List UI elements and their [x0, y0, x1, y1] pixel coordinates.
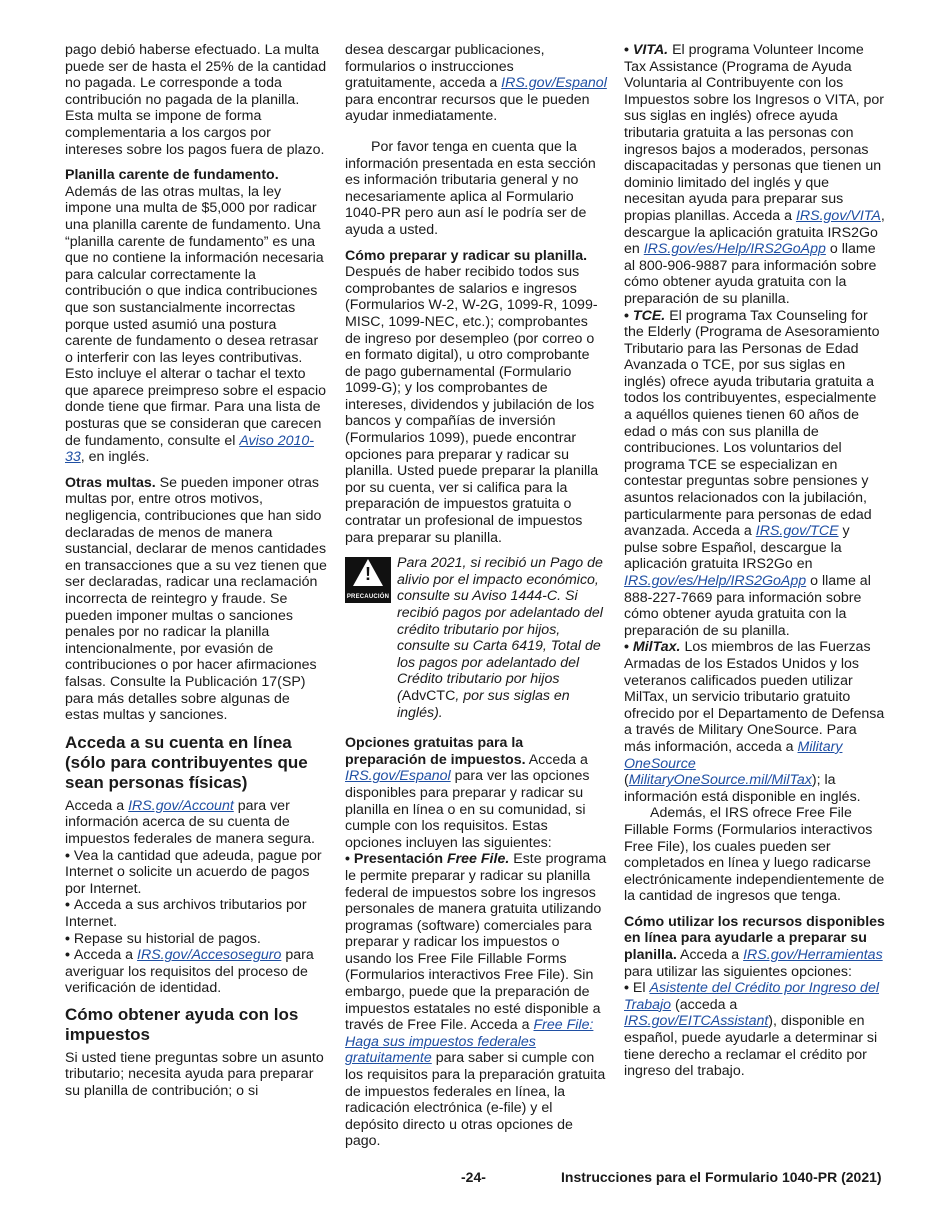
free-options-title: Opciones gratuitas para la preparación de impuestos.	[345, 735, 526, 768]
free-file-link[interactable]: Free File: Haga sus impuestos federales gratuitamente	[345, 1017, 594, 1067]
account-bullet-1: • Vea la cantidad que adeuda, pague por Internet o solicite un acuerdo de pagos por Internet.	[65, 848, 327, 898]
help-heading: Cómo obtener ayuda con los impuestos	[65, 1004, 299, 1044]
other-penalties-title: Otras multas.	[65, 474, 156, 491]
general-info-paragraph: Por favor tenga en cuenta que la información presentada en esta sección es información tributaria general y no necesariamente aplica al Formulario 1040-PR pero aun así le podría ser de ayuda a usted.	[345, 138, 596, 238]
tce-mid: y pulse sobre Español, descargue la aplicación gratuita IRS2Go en	[624, 523, 850, 573]
eitc-bullet	[624, 980, 886, 1080]
penalty-paragraph: pago debió haberse efectuado. La multa puede ser de hasta el 25% de la cantidad no pagada. Le corresponde a toda contribución no pagada de la planilla. Esta multa se impone de forma complementaria a los cargos por intereses sobre los pagos fuera de plazo.	[65, 42, 327, 158]
frivolous-title: Planilla carente de fundamento.	[65, 167, 279, 184]
vita-body: El programa Volunteer Income Tax Assistance (Programa de Ayuda Voluntaria al Contribuyente con los Impuestos sobre los Ingresos o VITA, por sus siglas en inglés) ofrece ayuda tributaria gratuita a las personas con ingresos bajos a moderados, personas discapacitadas y personas que tienen un dominio limitado del inglés y que necesitan ayuda para preparar sus propias planillas. Acceda a	[624, 42, 884, 224]
fillable-forms-paragraph: Además, el IRS ofrece Free File Fillable Forms (Formularios interactivos Free File), los cuales pueden ser completados en línea y luego radicarse electrónicamente independientemente de la cantidad de ingresos que tenga.	[624, 805, 885, 905]
irs-account-link[interactable]: IRS.gov/Account	[128, 797, 234, 814]
free-file-name: Free File.	[446, 851, 510, 868]
miltax-title: MilTax.	[632, 639, 681, 656]
online-tools-post: para utilizar las siguientes opciones:	[624, 963, 852, 980]
caution-text-1: Para 2021, si recibió un Pago de alivio por el impacto económico, consulte su Aviso 1444-C. Si recibió pagos por adelantado del crédito tributario por hijos, consulte su Carta 6419, Total de los pagos por adelantado del Crédito tributario por hijos (	[397, 555, 603, 704]
publications-post: para encontrar recursos que le pueden ayudar inmediatamente.	[345, 91, 590, 125]
military-onesource-link[interactable]: Military OneSource	[624, 738, 843, 772]
eitc-mid: (acceda a	[675, 996, 738, 1013]
eitc-pre: El	[632, 980, 646, 997]
irs-herramientas-link[interactable]: IRS.gov/Herramientas	[743, 947, 883, 964]
column-2	[345, 42, 607, 1150]
caution-text-2: , por sus siglas en inglés).	[397, 687, 570, 721]
prepare-file-section	[345, 248, 607, 547]
column-1	[65, 42, 327, 1109]
irs2go-link[interactable]: IRS.gov/es/Help/IRS2GoApp	[643, 241, 826, 258]
vita-post: o llame al 800-906-9887 para información sobre cómo obtener ayuda gratuita con la preparación de su planilla.	[624, 241, 877, 307]
other-penalties-section	[65, 475, 327, 724]
eitc-post: ), disponible en español, puede ayudarle a determinar si tiene derecho a reclamar el crédito por ingreso del trabajo.	[624, 1013, 878, 1080]
column-3	[624, 42, 886, 1080]
eitc-url-link[interactable]: IRS.gov/EITCAssistant	[624, 1013, 769, 1030]
publications-paragraph	[345, 42, 607, 125]
free-options-section	[345, 735, 607, 851]
caution-label: PRECAUCIÓN	[346, 594, 390, 601]
other-penalties-body: Se pueden imponer otras multas por, entre otros motivos, negligencia, contribuciones que han sido declaradas de menos de manera sustancial, declarar de menos cantidades en transacciones que a su vez tienen que ser declaradas, radicar una reclamación incorrecta de reintegro y fraude. Se pueden imponer multas o sanciones penales por no radicar la planilla intencionalmente, por evasión de contribuciones o por hacer afirmaciones falsas. Consulte la Publicación 17(SP) para más detalles sobre algunas de estas multas y sanciones.	[65, 474, 327, 724]
free-options-pre: Acceda a	[528, 751, 588, 768]
free-options-post: para ver las opciones disponibles para preparar y radicar su planilla en línea o en su comunidad, si cumple con los requisitos. Estas opciones incluyen las siguientes:	[345, 768, 590, 851]
online-tools-title: Cómo utilizar los recursos disponibles en línea para ayudarle a preparar su planilla.	[624, 913, 885, 964]
tce-title: TCE.	[632, 307, 666, 324]
irs-tce-link[interactable]: IRS.gov/TCE	[755, 523, 839, 540]
account-bullet-2: • Acceda a sus archivos tributarios por Internet.	[65, 897, 327, 930]
vita-title: VITA.	[632, 42, 669, 58]
vita-bullet	[624, 42, 886, 308]
account-paragraph	[65, 798, 327, 848]
online-tools-pre: Acceda a	[680, 947, 740, 964]
account-post: para ver información acerca de su cuenta de impuestos federales de manera segura.	[65, 797, 315, 847]
vita-mid: , descargue la aplicación gratuita IRS2Go en	[624, 207, 885, 258]
miltax-body: Los miembros de las Fuerzas Armadas de los Estados Unidos y los veteranos calificados pueden utilizar MilTax, un servicio tributario gratuito ofrecido por el Departamento de Defensa a través de Military OneSource. Para más información, acceda a	[624, 639, 885, 755]
online-tools-section	[624, 914, 886, 980]
irs-accesoseguro-link[interactable]: IRS.gov/Accesoseguro	[137, 947, 282, 964]
account-heading: Acceda a su cuenta en línea (sólo para contribuyentes que sean personas físicas)	[65, 732, 308, 792]
prepare-file-title: Cómo preparar y radicar su planilla.	[345, 247, 588, 264]
bullet-4-pre: Acceda a	[73, 947, 134, 964]
footer-title: Instrucciones para el Formulario 1040-PR (2021)	[561, 1169, 882, 1185]
irs-espanol-link[interactable]: IRS.gov/Espanol	[501, 75, 607, 92]
free-file-label: Presentación	[353, 851, 444, 868]
aviso-2010-33-link[interactable]: Aviso 2010-33	[65, 432, 314, 466]
tce-bullet	[624, 308, 886, 640]
irs-vita-link[interactable]: IRS.gov/VITA	[795, 207, 881, 224]
free-file-bullet	[345, 851, 607, 1150]
irs-espanol-link-2[interactable]: IRS.gov/Espanol	[345, 768, 451, 785]
account-bullet-3: • Repase su historial de pagos.	[65, 931, 327, 948]
caution-icon: ! PRECAUCIÓN	[345, 557, 391, 603]
eitc-assistant-link[interactable]: Asistente del Crédito por Ingreso del Trabajo	[624, 980, 879, 1013]
caution-advctc: AdvCTC	[401, 687, 456, 704]
help-paragraph: Si usted tiene preguntas sobre un asunto tributario; necesita ayuda para preparar su planilla de contribución; o si	[65, 1049, 324, 1100]
caution-note	[345, 555, 607, 721]
free-file-body: Este programa le permite preparar y radicar su planilla federal de impuestos sobre los ingresos personales de manera gratuita utilizando programas (software) comerciales para preparar y radicar los impuestos o usando los Free File Fillable Forms (Formularios interactivos Free File). Sin embargo, puede que la preparación de impuestos estatales no esté disponible a través de Free File. Acceda a	[345, 851, 607, 1034]
bullet-4-post: para averiguar los requisitos del proceso de verificación de identidad.	[65, 947, 314, 997]
miltax-url-link[interactable]: MilitaryOneSource.mil/MilTax	[628, 772, 812, 789]
prepare-file-body: Después de haber recibido todos sus comprobantes de salarios e ingresos (Formularios W-2, W-2G, 1099-R, 1099-MISC, 1099-NEC, etc.); comprobantes de ingreso por desempleo (por correo o en formato digital), u otro comprobante de pago gubernamental (Formulario 1099-G); y los comprobantes de intereses, dividendos y jubilación de los bancos y compañías de inversión (Formularios 1099), puede encontrar opciones para preparar y radicar su planilla. Usted puede preparar la planilla por su cuenta, ver si califica para la preparación de impuestos gratuita o contratar un profesional de impuestos para preparar su planilla.	[345, 264, 599, 546]
account-bullet-4	[65, 947, 327, 997]
account-pre: Acceda a	[65, 797, 125, 814]
free-file-post: para saber si cumple con los requisitos para la preparación gratuita de impuestos federales en línea, la radicación electrónica (e-file) y el depósito directo u otras opciones de pago.	[345, 1050, 606, 1150]
irs2go-link-2[interactable]: IRS.gov/es/Help/IRS2GoApp	[624, 573, 807, 589]
frivolous-end: , en inglés.	[80, 449, 150, 466]
miltax-paren: (	[624, 772, 629, 789]
page-number: -24-	[461, 1169, 486, 1185]
miltax-post: ); la información está disponible en inglés.	[624, 772, 861, 805]
miltax-bullet	[624, 639, 886, 805]
tce-post: o llame al 888-227-7669 para información sobre cómo obtener ayuda gratuita con la preparación de su planilla.	[624, 573, 871, 639]
tce-body: El programa Tax Counseling for the Elderly (Programa de Asesoramiento Tributario para las Personas de Edad Avanzada o TCE, por sus siglas en inglés) ofrece ayuda tributaria gratuita a todos los contribuyentes, especialmente a aquéllos quienes tienen 60 años de edad o más con sus planilla de contribuciones. Los voluntarios del programa TCE se especializan en contestar preguntas sobre pensiones y asuntos relacionados con la jubilación, particularmente para personas de edad avanzada. Acceda a	[624, 307, 880, 540]
publications-pre: desea descargar publicaciones, formularios o instrucciones gratuitamente, acceda a	[345, 42, 545, 92]
frivolous-return-section	[65, 167, 327, 466]
frivolous-body: Además de las otras multas, la ley impone una multa de $5,000 por radicar una planilla carente de fundamento. Una “planilla carente de fundamento” es una que no contiene la información necesaria para calcular correctamente la contribución o que indica contribuciones que son sustancialmente incorrectas porque usted asumió una postura carente de fundamento o desea retrasar o interferir con las leyes contributivas. Esto incluye el alterar o tachar el texto que aparece preimpreso sobre el espacio donde tiene que firmar. Para una lista de posturas que se consideran que carecen de fundamento, consulte el	[65, 183, 327, 449]
